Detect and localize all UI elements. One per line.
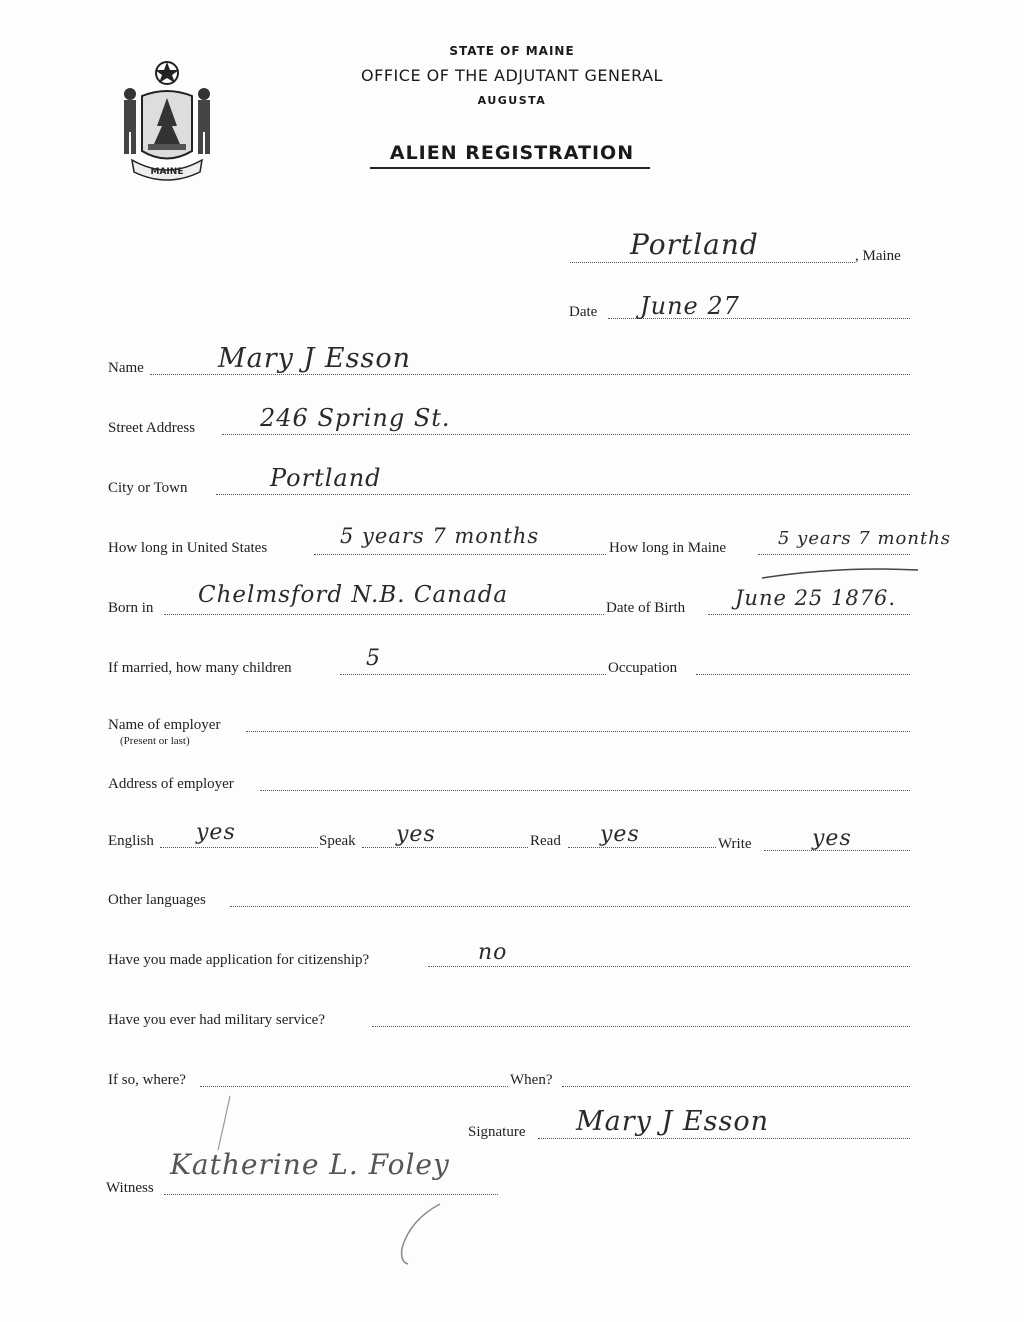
us-duration-value[interactable]: 5 years 7 months [340,524,540,548]
witness-line [164,1194,498,1195]
military-line [372,1026,910,1027]
employer-address-line [260,790,910,791]
witness-value[interactable]: Katherine L. Foley [170,1148,450,1181]
read-value[interactable]: yes [600,822,640,847]
header-city: AUGUSTA [477,94,547,107]
place-line [570,262,855,263]
signature-value[interactable]: Mary J Esson [576,1106,769,1137]
occupation-label: Occupation [608,660,678,676]
date-value[interactable]: June 27 [640,292,740,320]
signature-line [538,1138,910,1139]
children-value[interactable]: 5 [366,646,381,671]
english-line [160,847,318,848]
place-value[interactable]: Portland [630,228,759,261]
other-languages-label: Other languages [108,892,206,908]
read-label: Read [530,833,561,849]
street-line [222,434,910,435]
dob-label: Date of Birth [606,600,686,616]
witness-label: Witness [106,1180,154,1196]
english-label: English [108,833,154,849]
where-label: If so, where? [108,1072,186,1088]
read-line [568,847,716,848]
street-value[interactable]: 246 Spring St. [260,404,451,432]
header-office: OFFICE OF THE ADJUTANT GENERAL [361,66,663,85]
title-underline [370,167,650,169]
city-value[interactable]: Portland [270,464,382,492]
employer-name-label: Name of employer [108,717,221,733]
speak-label: Speak [319,833,356,849]
when-label: When? [510,1072,553,1088]
employer-name-sublabel: (Present or last) [120,735,190,747]
city-line [216,494,910,495]
name-line [150,374,910,375]
born-in-line [164,614,604,615]
citizenship-line [428,966,910,967]
employer-name-line [246,731,910,732]
place-suffix: , Maine [855,248,901,264]
witness-pen-stroke [200,1094,240,1154]
maine-duration-underline-stroke [760,566,920,582]
dob-value[interactable]: June 25 1876. [735,586,897,610]
born-in-label: Born in [108,600,154,616]
english-value[interactable]: yes [196,820,236,845]
city-label: City or Town [108,480,188,496]
children-label: If married, how many children [108,660,292,676]
other-languages-line [230,906,910,907]
name-label: Name [108,360,144,376]
maine-duration-value[interactable]: 5 years 7 months [778,528,952,549]
name-value[interactable]: Mary J Esson [218,343,411,374]
header-state: STATE OF MAINE [449,44,575,58]
write-value[interactable]: yes [812,826,852,851]
street-label: Street Address [108,420,196,436]
maine-duration-label: How long in Maine [609,540,727,556]
military-label: Have you ever had military service? [108,1012,325,1028]
date-label: Date [569,304,598,320]
children-line [340,674,606,675]
speak-line [362,847,528,848]
us-duration-line [314,554,606,555]
form-title: ALIEN REGISTRATION [389,142,635,164]
when-line [562,1086,910,1087]
where-line [200,1086,508,1087]
speak-value[interactable]: yes [396,822,436,847]
employer-address-label: Address of employer [108,776,234,792]
write-label: Write [718,836,752,852]
us-duration-label: How long in United States [108,540,268,556]
signature-label: Signature [468,1124,526,1140]
maine-duration-line [758,554,910,555]
seal-text: MAINE [150,167,184,177]
citizenship-label: Have you made application for citizenship? [108,952,370,968]
dob-line [708,614,910,615]
born-in-value[interactable]: Chelmsford N.B. Canada [198,582,509,608]
witness-flourish-stroke [380,1200,450,1270]
citizenship-value[interactable]: no [478,940,508,965]
occupation-line [696,674,910,675]
